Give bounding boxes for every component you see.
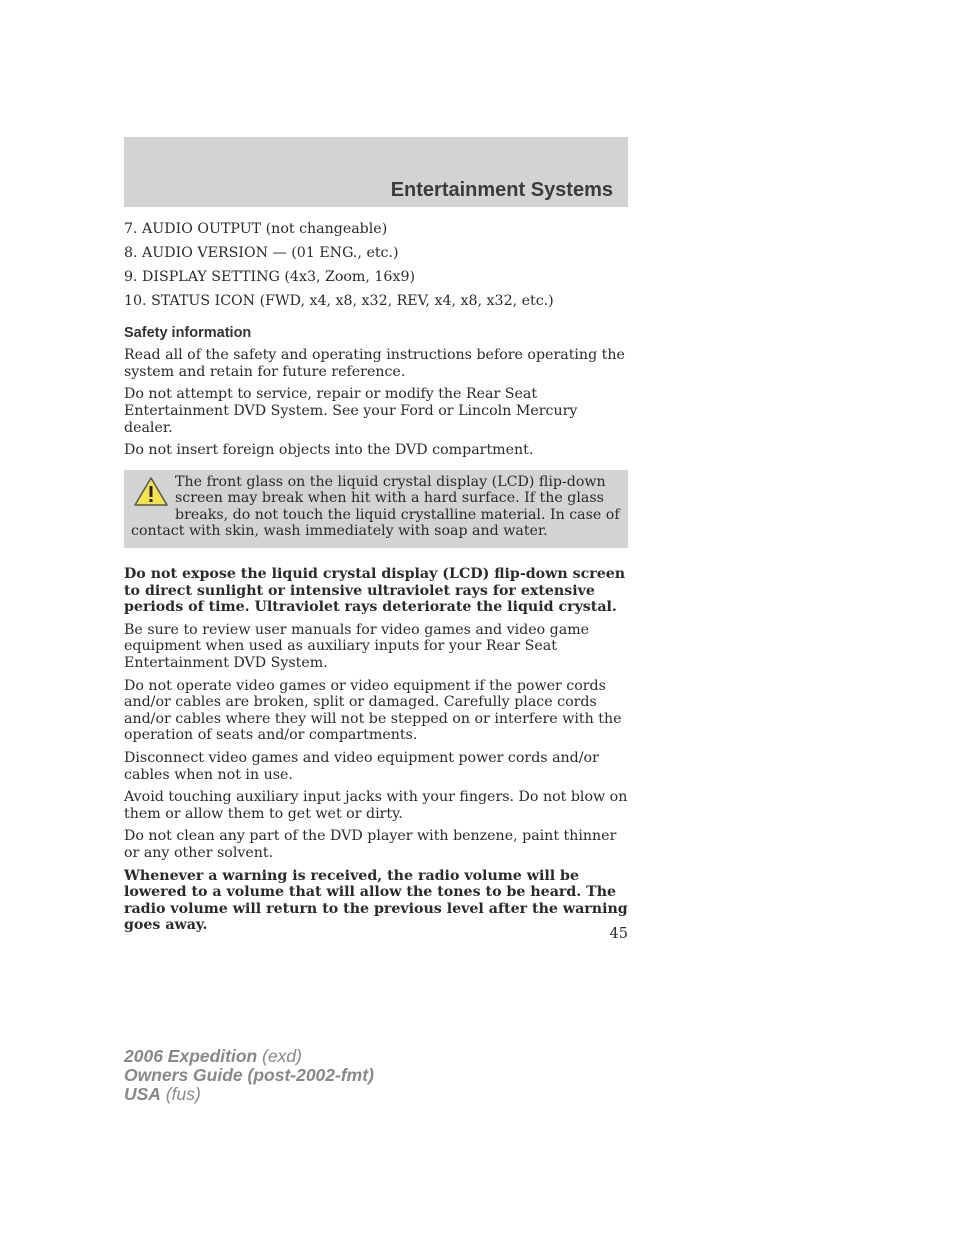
paragraph: Do not operate video games or video equipment if the power cords and/or cables are broken, split or damaged. Carefully place cords and/or cables where they will not be stepped on or interfere with the operation of seats and/or compartments. xyxy=(124,677,622,744)
paragraph: Read all of the safety and operating instructions before operating the system and retain for future reference. xyxy=(124,347,625,380)
footer-line xyxy=(124,1047,374,1066)
footer-line xyxy=(124,1066,374,1085)
warning-box xyxy=(124,470,628,548)
list-item: 7. AUDIO OUTPUT (not changeable) xyxy=(124,221,388,237)
footer-line xyxy=(124,1085,374,1104)
paragraph: Avoid touching auxiliary input jacks with your fingers. Do not blow on them or allow them to get wet or dirty. xyxy=(124,789,628,822)
bold-notice: Do not expose the liquid crystal display (LCD) flip-down screen to direct sunlight or intensive ultraviolet rays for extensive periods of time. Ultraviolet rays deteriorate the liquid crystal. xyxy=(124,566,626,616)
paragraph: Disconnect video games and video equipment power cords and/or cables when not in use. xyxy=(124,750,599,783)
header-band xyxy=(124,137,628,207)
footer-region: USA xyxy=(124,1084,161,1104)
paragraph: Be sure to review user manuals for video games and video game equipment when used as auxiliary inputs for your Rear Seat Entertainment DVD System. xyxy=(124,621,590,672)
warning-triangle-icon xyxy=(133,476,169,508)
list-item: 9. DISPLAY SETTING (4x3, Zoom, 16x9) xyxy=(124,268,416,285)
section-title: Entertainment Systems xyxy=(390,179,613,201)
paragraph: Do not clean any part of the DVD player with benzene, paint thinner or any other solvent. xyxy=(124,828,617,861)
footer-model: 2006 Expedition xyxy=(124,1046,258,1066)
footer xyxy=(124,1047,374,1104)
page-number: 45 xyxy=(609,926,628,942)
bold-notice: Whenever a warning is received, the radio volume will be lowered to a volume that will allow the tones to be heard. The radio volume will return to the previous level after the warning goes away. xyxy=(124,867,628,934)
warning-text: The front glass on the liquid crystal display (LCD) flip-down screen may break when hit with a hard surface. If the glass breaks, do not touch the liquid crystalline material. In case of contact with skin, wash immediately with soap and water. xyxy=(131,473,620,540)
paragraph: Do not attempt to service, repair or modify the Rear Seat Entertainment DVD System. See your Ford or Lincoln Mercury dealer. xyxy=(124,386,578,436)
paragraph: Do not insert foreign objects into the DVD compartment. xyxy=(124,442,534,459)
page-content xyxy=(124,221,628,940)
footer-model-code: (exd) xyxy=(257,1046,302,1066)
footer-guide: Owners Guide (post-2002-fmt) xyxy=(124,1065,374,1085)
footer-region-code: (fus) xyxy=(160,1084,201,1104)
safety-heading: Safety information xyxy=(124,324,252,341)
list-item: 10. STATUS ICON (FWD, x4, x8, x32, REV, x4, x8, x32, etc.) xyxy=(124,292,554,309)
list-item: 8. AUDIO VERSION — (01 ENG., etc.) xyxy=(124,244,399,261)
